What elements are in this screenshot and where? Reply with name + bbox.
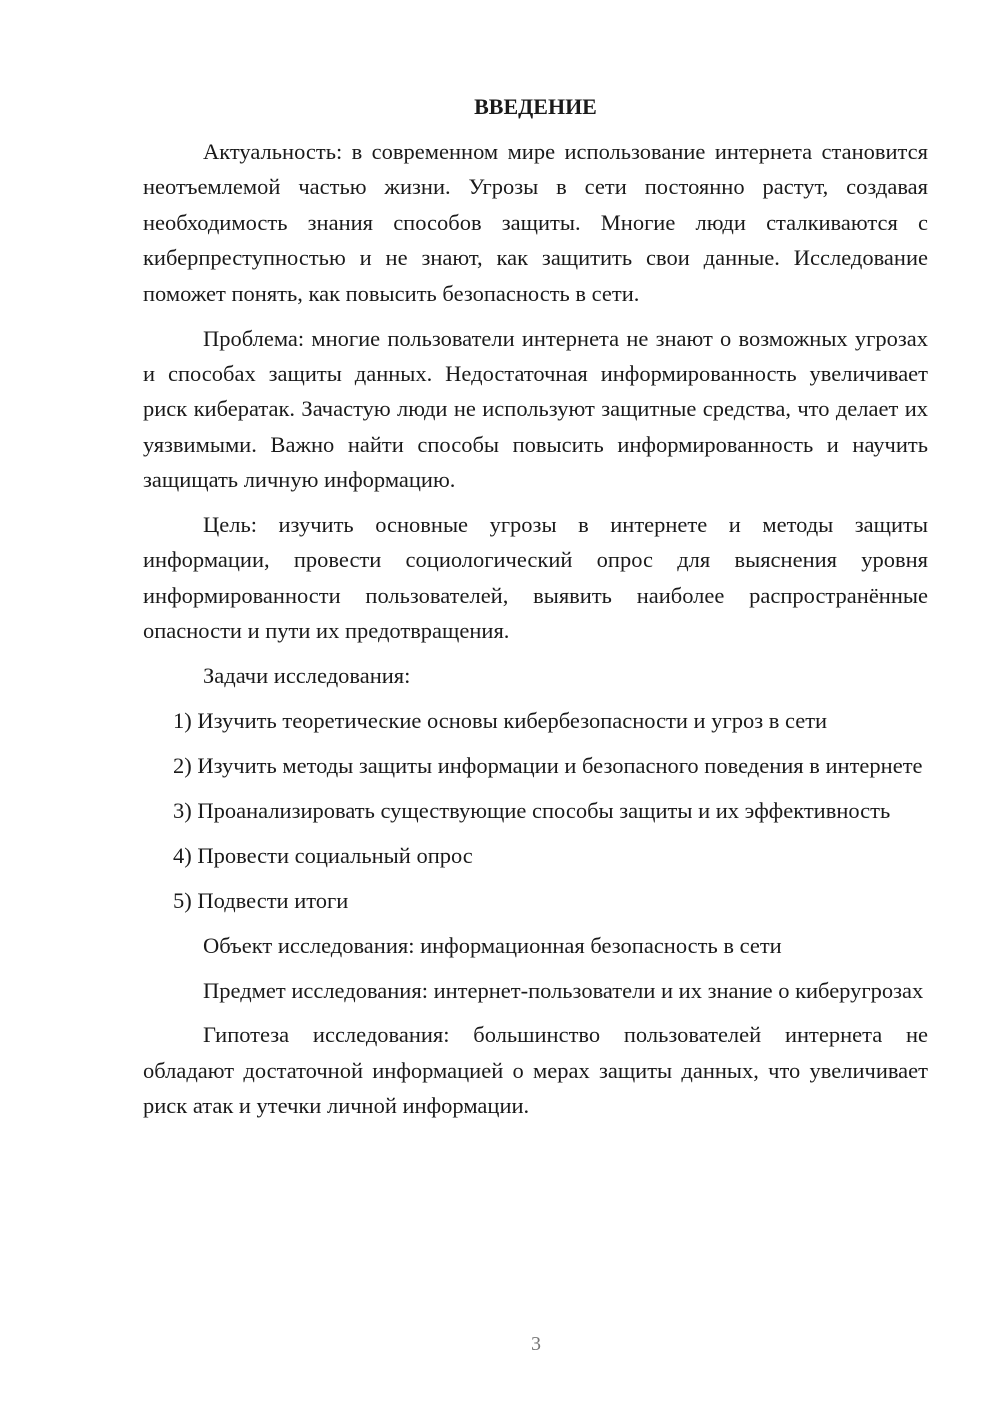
subject-paragraph: Предмет исследования: интернет-пользователи и их знание о киберугрозах [203,977,924,1003]
problem-paragraph: Проблема: многие пользователи интернета не знают о возможных угрозах и способах защиты данных. Недостаточная информированность увеличивает риск кибератак. Зачастую люди не используют защитные средства, что делает их уязвимыми. Важно найти способы повысить информированность и научить защищать личную информацию. [143,325,928,493]
task-item-1: 1) Изучить теоретические основы кибербезопасности и угроз в сети [173,708,828,734]
page-number: 3 [531,1333,541,1355]
document-page [143,92,928,1124]
task-item-5: 5) Подвести итоги [173,887,349,913]
hypothesis-paragraph: Гипотеза исследования: большинство пользователей интернета не обладают достаточной информацией о мерах защиты данных, что увеличивает риск атак и утечки личной информации. [143,1022,928,1119]
relevance-paragraph: Актуальность: в современном мире использование интернета становится неотъемлемой частью жизни. Угрозы в сети постоянно растут, создавая необходимость знания способов защиты. Многие люди сталкиваются с киберпреступностью и не знают, как защитить свои данные. Исследование поможет понять, как повысить безопасность в сети. [143,139,928,306]
object-paragraph: Объект исследования: информационная безопасность в сети [203,932,782,958]
task-item-3: 3) Проанализировать существующие способы защиты и их эффективность [173,797,891,823]
task-item-4: 4) Провести социальный опрос [173,842,473,868]
goal-paragraph: Цель: изучить основные угрозы в интернете и методы защиты информации, провести социологический опрос для выяснения уровня информированности пользователей, выявить наиболее распространённые опасности и пути их предотвращения. [143,512,928,644]
tasks-heading: Задачи исследования: [203,663,411,689]
section-title: ВВЕДЕНИЕ [474,94,597,119]
task-item-2: 2) Изучить методы защиты информации и безопасного поведения в интернете [173,753,923,778]
